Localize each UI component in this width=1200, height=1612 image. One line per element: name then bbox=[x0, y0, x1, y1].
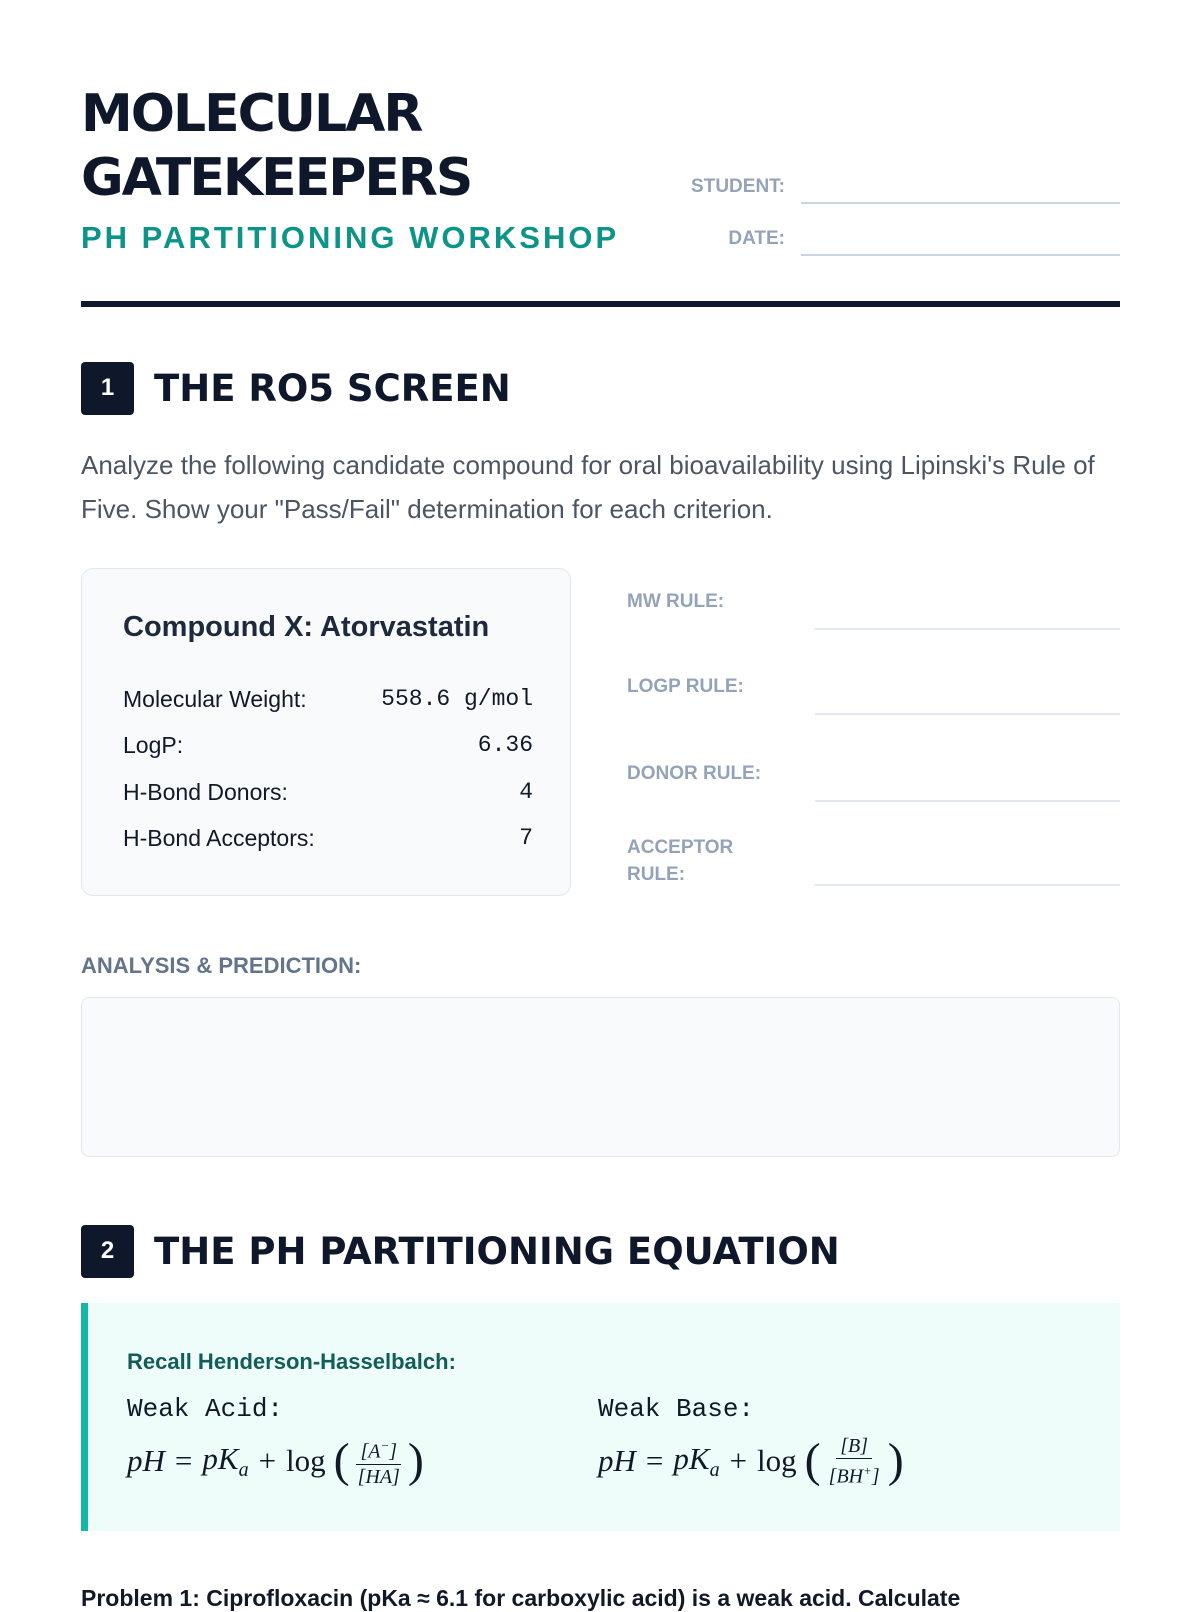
property-label: H-Bond Donors: bbox=[123, 778, 288, 805]
weak-base-equation-block bbox=[598, 1391, 906, 1488]
section-2-title: THE PH PARTITIONING EQUATION bbox=[154, 1229, 840, 1273]
student-label: STUDENT: bbox=[691, 176, 785, 197]
analysis-answer-box[interactable] bbox=[81, 997, 1120, 1157]
analysis-label: ANALYSIS & PREDICTION: bbox=[81, 953, 362, 978]
property-value: 558.6 g/mol bbox=[381, 686, 533, 712]
problem-1-text: Problem 1: Ciprofloxacin (pKa ≈ 6.1 for carboxylic acid) is a weak acid. Calculate bbox=[81, 1585, 961, 1611]
date-input-line[interactable] bbox=[801, 254, 1120, 256]
weak-base-equation: pH = $pK_a$ + log ( $\frac{[B]}{[BH^+]}$ ) bbox=[598, 1434, 904, 1488]
property-row-logp bbox=[123, 730, 533, 760]
property-value: 6.36 bbox=[477, 732, 533, 758]
section-1-title: THE RO5 SCREEN bbox=[154, 366, 511, 410]
date-label: DATE: bbox=[728, 228, 785, 249]
page-subtitle: PH PARTITIONING WORKSHOP bbox=[81, 220, 620, 255]
weak-base-label: Weak Base: bbox=[598, 1394, 755, 1424]
recall-callout bbox=[81, 1303, 1120, 1531]
acceptor-rule-answer-line[interactable] bbox=[815, 884, 1120, 886]
property-row-h-bond-acceptors bbox=[123, 823, 533, 853]
page-title bbox=[81, 82, 471, 210]
compound-title: Compound X: Atorvastatin bbox=[123, 611, 490, 643]
property-label: Molecular Weight: bbox=[123, 685, 307, 712]
acceptor-rule-label: ACCEPTOR RULE: bbox=[627, 837, 734, 885]
compound-card bbox=[81, 568, 571, 896]
title-line-1: MOLECULAR bbox=[81, 84, 422, 144]
donor-rule-label: DONOR RULE: bbox=[627, 763, 762, 784]
section-1-header bbox=[81, 361, 511, 415]
mw-rule-label: MW RULE: bbox=[627, 591, 725, 612]
logp-rule-answer-line[interactable] bbox=[815, 713, 1120, 715]
weak-acid-label: Weak Acid: bbox=[127, 1394, 284, 1424]
recall-title: Recall Henderson-Hasselbalch: bbox=[127, 1349, 456, 1374]
mw-rule-answer-line[interactable] bbox=[815, 628, 1120, 630]
donor-rule-answer-line[interactable] bbox=[815, 800, 1120, 802]
date-field-row bbox=[671, 226, 1120, 256]
logp-rule-label: LOGP RULE: bbox=[627, 676, 744, 697]
student-input-line[interactable] bbox=[801, 202, 1120, 204]
section-2-header bbox=[81, 1224, 840, 1278]
property-row-h-bond-donors bbox=[123, 777, 533, 807]
property-value: 7 bbox=[519, 825, 533, 851]
property-label: LogP: bbox=[123, 731, 184, 758]
header-divider bbox=[81, 301, 1120, 307]
title-line-2: GATEKEEPERS bbox=[81, 148, 472, 208]
section-1-instructions: Analyze the following candidate compound for oral bioavailability using Lipinski's Rule of Five. Show your "Pass/Fail" determination for each criterion. bbox=[81, 450, 1095, 524]
section-1-number-badge: 1 bbox=[81, 362, 134, 415]
weak-acid-equation: pH = $pK_a$ + log ( $\frac{[A^-]}{[HA]}$ ) bbox=[127, 1434, 424, 1488]
property-label: H-Bond Acceptors: bbox=[123, 824, 315, 851]
property-value: 4 bbox=[519, 779, 533, 805]
section-2-number-badge: 2 bbox=[81, 1225, 134, 1278]
weak-acid-equation-block bbox=[127, 1391, 426, 1488]
property-row-molecular-weight bbox=[123, 684, 533, 714]
student-field-row bbox=[671, 174, 1120, 204]
